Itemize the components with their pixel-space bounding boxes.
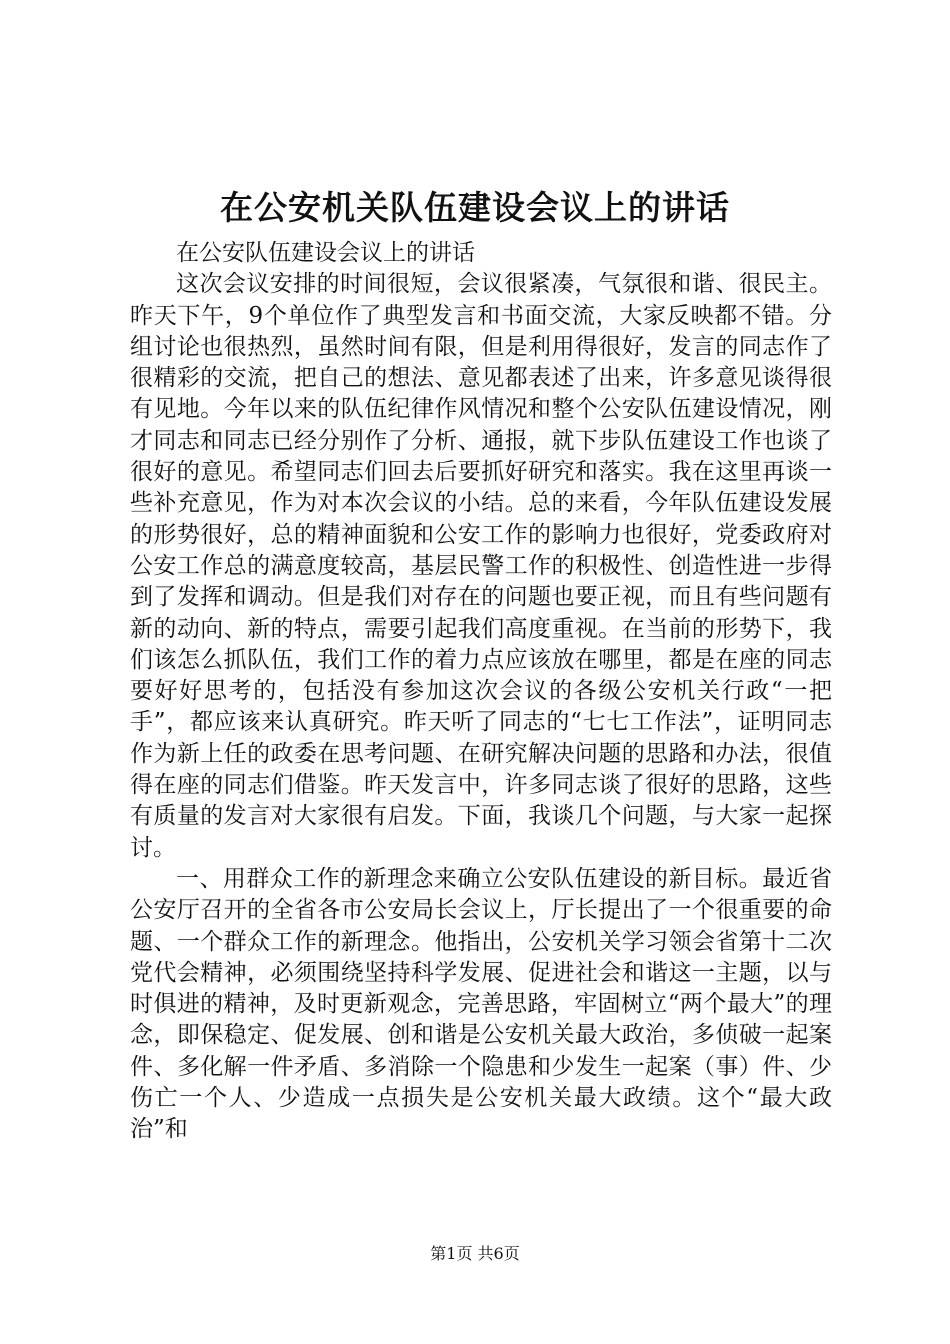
document-title: 在公安机关队伍建设会议上的讲话 bbox=[220, 188, 730, 227]
paragraph-subtitle: 在公安队伍建设会议上的讲话 bbox=[176, 240, 475, 266]
page-number-footer: 第1页 共6页 bbox=[430, 1244, 520, 1263]
document-body bbox=[130, 238, 832, 1146]
paragraph-section-one: 一、用群众工作的新理念来确立公安队伍建设的新目标。最近省公安厅召开的全省各市公安局长会议上，厅长提出了一个很重要的命题、一个群众工作的新理念。他指出，公安机关学习领会省第十二次党代会精神，必须围绕坚持科学发展、促进社会和谐这一主题，以与时俱进的精神，及时更新观念，完善思路，牢固树立“两个最大”的理念，即保稳定、促发展、创和谐是公安机关最大政治，多侦破一起案件、多化解一件矛盾、多消除一个隐患和少发生一起案（事）件、少伤亡一个人、少造成一点损失是公安机关最大政绩。这个“最大政治”和 bbox=[130, 865, 832, 1143]
paragraph-intro: 这次会议安排的时间很短，会议很紧凑，气氛很和谐、很民主。昨天下午，9个单位作了典型发言和书面交流，大家反映都不错。分组讨论也很热烈，虽然时间有限，但是利用得很好，发言的同志作了很精彩的交流，把自己的想法、意见都表述了出来，许多意见谈得很有见地。今年以来的队伍纪律作风情况和整个公安队伍建设情况，刚才同志和同志已经分别作了分析、通报，就下步队伍建设工作也谈了很好的意见。希望同志们回去后要抓好研究和落实。我在这里再谈一些补充意见，作为对本次会议的小结。总的来看，今年队伍建设发展的形势很好，总的精神面貌和公安工作的影响力也很好，党委政府对公安工作总的满意度较高，基层民警工作的积极性、创造性进一步得到了发挥和调动。但是我们对存在的问题也要正视，而且有些问题有新的动向、新的特点，需要引起我们高度重视。在当前的形势下，我们该怎么抓队伍，我们工作的着力点应该放在哪里，都是在座的同志要好好思考的，包括没有参加这次会议的各级公安机关行政“一把手”，都应该来认真研究。昨天听了同志的“七七工作法”，证明同志作为新上任的政委在思考问题、在研究解决问题的思路和办法，很值得在座的同志们借鉴。昨天发言中，许多同志谈了很好的思路，这些有质量的发言对大家很有启发。下面，我谈几个问题，与大家一起探讨。 bbox=[130, 271, 832, 861]
